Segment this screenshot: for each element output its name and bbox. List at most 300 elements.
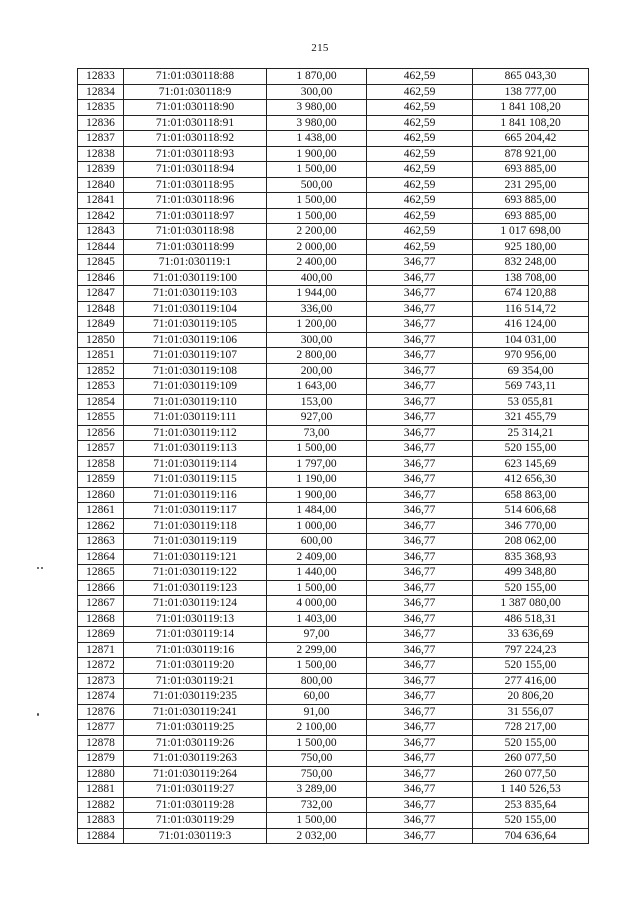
specific-value-cell: 462,59 [367,208,473,224]
table-row [78,456,589,472]
cadastral-value-cell: 25 314,21 [473,425,589,441]
row-number-cell: 12840 [78,177,124,193]
specific-value-cell: 346,77 [367,735,473,751]
area-cell: 500,00 [267,177,367,193]
cadastral-value-cell: 623 145,69 [473,456,589,472]
cadastral-number-cell: 71:01:030119:112 [124,425,267,441]
cadastral-number-cell: 71:01:030119:25 [124,720,267,736]
area-cell: 927,00 [267,410,367,426]
area-cell: 400,00 [267,270,367,286]
table-row [78,301,589,317]
row-number-cell: 12869 [78,627,124,643]
table-row [78,332,589,348]
row-number-cell: 12857 [78,441,124,457]
specific-value-cell: 346,77 [367,782,473,798]
specific-value-cell: 462,59 [367,69,473,85]
cadastral-number-cell: 71:01:030118:96 [124,193,267,209]
row-number-cell: 12871 [78,642,124,658]
area-cell: 1 500,00 [267,162,367,178]
cadastral-number-cell: 71:01:030119:119 [124,534,267,550]
cadastral-value-cell: 208 062,00 [473,534,589,550]
table-row [78,782,589,798]
specific-value-cell: 346,77 [367,611,473,627]
cadastral-value-cell: 1 140 526,53 [473,782,589,798]
cadastral-number-cell: 71:01:030119:28 [124,797,267,813]
area-cell: 1 500,00 [267,658,367,674]
row-number-cell: 12860 [78,487,124,503]
cadastral-value-table [77,68,589,844]
cadastral-number-cell: 71:01:030119:106 [124,332,267,348]
table-row [78,193,589,209]
table-row [78,394,589,410]
row-number-cell: 12858 [78,456,124,472]
row-number-cell: 12844 [78,239,124,255]
specific-value-cell: 346,77 [367,549,473,565]
area-cell: 1 900,00 [267,146,367,162]
cadastral-number-cell: 71:01:030119:13 [124,611,267,627]
specific-value-cell: 462,59 [367,146,473,162]
specific-value-cell: 346,77 [367,766,473,782]
row-number-cell: 12880 [78,766,124,782]
specific-value-cell: 346,77 [367,751,473,767]
cadastral-value-cell: 520 155,00 [473,441,589,457]
cadastral-value-cell: 412 656,30 [473,472,589,488]
row-number-cell: 12852 [78,363,124,379]
cadastral-number-cell: 71:01:030118:92 [124,131,267,147]
cadastral-value-cell: 520 155,00 [473,580,589,596]
table-row [78,627,589,643]
area-cell: 1 190,00 [267,472,367,488]
row-number-cell: 12874 [78,689,124,705]
cadastral-value-cell: 797 224,23 [473,642,589,658]
cadastral-number-cell: 71:01:030119:118 [124,518,267,534]
table-row [78,208,589,224]
row-number-cell: 12835 [78,100,124,116]
cadastral-number-cell: 71:01:030119:113 [124,441,267,457]
cadastral-number-cell: 71:01:030119:241 [124,704,267,720]
specific-value-cell: 346,77 [367,472,473,488]
cadastral-number-cell: 71:01:030118:9 [124,84,267,100]
cadastral-value-cell: 416 124,00 [473,317,589,333]
row-number-cell: 12865 [78,565,124,581]
cadastral-value-cell: 231 295,00 [473,177,589,193]
specific-value-cell: 346,77 [367,658,473,674]
area-cell: 750,00 [267,766,367,782]
cadastral-value-cell: 514 606,68 [473,503,589,519]
area-cell: 153,00 [267,394,367,410]
table-row [78,270,589,286]
row-number-cell: 12864 [78,549,124,565]
cadastral-value-cell: 704 636,64 [473,828,589,844]
specific-value-cell: 346,77 [367,534,473,550]
scan-speck [37,567,39,569]
cadastral-number-cell: 71:01:030118:94 [124,162,267,178]
cadastral-value-cell: 104 031,00 [473,332,589,348]
row-number-cell: 12842 [78,208,124,224]
specific-value-cell: 346,77 [367,379,473,395]
table-row [78,642,589,658]
row-number-cell: 12879 [78,751,124,767]
cadastral-number-cell: 71:01:030118:99 [124,239,267,255]
cadastral-value-cell: 346 770,00 [473,518,589,534]
specific-value-cell: 346,77 [367,704,473,720]
cadastral-value-cell: 520 155,00 [473,735,589,751]
row-number-cell: 12867 [78,596,124,612]
cadastral-number-cell: 71:01:030119:124 [124,596,267,612]
specific-value-cell: 346,77 [367,425,473,441]
table-row [78,255,589,271]
area-cell: 97,00 [267,627,367,643]
specific-value-cell: 346,77 [367,487,473,503]
cadastral-value-cell: 674 120,88 [473,286,589,302]
cadastral-number-cell: 71:01:030119:29 [124,813,267,829]
cadastral-number-cell: 71:01:030119:26 [124,735,267,751]
cadastral-number-cell: 71:01:030119:116 [124,487,267,503]
row-number-cell: 12851 [78,348,124,364]
table-row [78,549,589,565]
area-cell: 2 800,00 [267,348,367,364]
area-cell: 2 200,00 [267,224,367,240]
row-number-cell: 12855 [78,410,124,426]
table-row [78,84,589,100]
cadastral-number-cell: 71:01:030119:264 [124,766,267,782]
row-number-cell: 12848 [78,301,124,317]
cadastral-number-cell: 71:01:030119:16 [124,642,267,658]
cadastral-value-cell: 569 743,11 [473,379,589,395]
area-cell: 600,00 [267,534,367,550]
row-number-cell: 12883 [78,813,124,829]
cadastral-value-cell: 728 217,00 [473,720,589,736]
table-row [78,410,589,426]
row-number-cell: 12868 [78,611,124,627]
table-row [78,611,589,627]
cadastral-number-cell: 71:01:030119:123 [124,580,267,596]
cadastral-number-cell: 71:01:030118:97 [124,208,267,224]
cadastral-number-cell: 71:01:030119:107 [124,348,267,364]
cadastral-value-cell: 925 180,00 [473,239,589,255]
cadastral-value-cell: 138 777,00 [473,84,589,100]
area-cell: 3 980,00 [267,100,367,116]
row-number-cell: 12861 [78,503,124,519]
table-row [78,348,589,364]
cadastral-number-cell: 71:01:030119:104 [124,301,267,317]
table-row [78,720,589,736]
cadastral-number-cell: 71:01:030119:27 [124,782,267,798]
area-cell: 1 500,00 [267,735,367,751]
area-cell: 2 400,00 [267,255,367,271]
table-row [78,317,589,333]
cadastral-value-cell: 260 077,50 [473,751,589,767]
cadastral-number-cell: 71:01:030119:100 [124,270,267,286]
table-row [78,797,589,813]
specific-value-cell: 346,77 [367,565,473,581]
cadastral-number-cell: 71:01:030119:114 [124,456,267,472]
specific-value-cell: 346,77 [367,286,473,302]
cadastral-value-cell: 53 055,81 [473,394,589,410]
area-cell: 91,00 [267,704,367,720]
area-cell: 1 900,00 [267,487,367,503]
specific-value-cell: 462,59 [367,193,473,209]
row-number-cell: 12845 [78,255,124,271]
row-number-cell: 12843 [78,224,124,240]
area-cell: 800,00 [267,673,367,689]
table-row [78,596,589,612]
table-row [78,239,589,255]
row-number-cell: 12878 [78,735,124,751]
cadastral-number-cell: 71:01:030119:122 [124,565,267,581]
table-row [78,177,589,193]
cadastral-number-cell: 71:01:030119:115 [124,472,267,488]
cadastral-number-cell: 71:01:030119:3 [124,828,267,844]
specific-value-cell: 346,77 [367,828,473,844]
table-row [78,69,589,85]
scan-speck [41,567,43,569]
specific-value-cell: 346,77 [367,255,473,271]
row-number-cell: 12850 [78,332,124,348]
row-number-cell: 12836 [78,115,124,131]
specific-value-cell: 346,77 [367,456,473,472]
table-row [78,518,589,534]
page-number: 215 [311,42,329,54]
specific-value-cell: 462,59 [367,224,473,240]
row-number-cell: 12866 [78,580,124,596]
cadastral-number-cell: 71:01:030119:20 [124,658,267,674]
specific-value-cell: 462,59 [367,162,473,178]
scan-speck [37,713,39,716]
area-cell: 200,00 [267,363,367,379]
row-number-cell: 12873 [78,673,124,689]
area-cell: 1 500,00 [267,813,367,829]
row-number-cell: 12837 [78,131,124,147]
row-number-cell: 12834 [78,84,124,100]
specific-value-cell: 346,77 [367,301,473,317]
table-row [78,534,589,550]
row-number-cell: 12877 [78,720,124,736]
cadastral-value-cell: 835 368,93 [473,549,589,565]
specific-value-cell: 346,77 [367,441,473,457]
cadastral-value-cell: 116 514,72 [473,301,589,317]
row-number-cell: 12876 [78,704,124,720]
table-row [78,425,589,441]
cadastral-number-cell: 71:01:030118:88 [124,69,267,85]
cadastral-value-cell: 321 455,79 [473,410,589,426]
cadastral-number-cell: 71:01:030119:111 [124,410,267,426]
row-number-cell: 12859 [78,472,124,488]
row-number-cell: 12853 [78,379,124,395]
area-cell: 1 797,00 [267,456,367,472]
specific-value-cell: 346,77 [367,673,473,689]
area-cell: 2 100,00 [267,720,367,736]
area-cell: 1 200,00 [267,317,367,333]
area-cell: 3 980,00 [267,115,367,131]
cadastral-number-cell: 71:01:030119:1 [124,255,267,271]
area-cell: 2 409,00 [267,549,367,565]
cadastral-number-cell: 71:01:030119:103 [124,286,267,302]
area-cell: 1 643,00 [267,379,367,395]
cadastral-value-cell: 658 863,00 [473,487,589,503]
row-number-cell: 12838 [78,146,124,162]
cadastral-value-cell: 20 806,20 [473,689,589,705]
cadastral-number-cell: 71:01:030119:21 [124,673,267,689]
table-row [78,673,589,689]
area-cell: 732,00 [267,797,367,813]
scan-speck [333,578,335,580]
area-cell: 2 299,00 [267,642,367,658]
cadastral-value-cell: 693 885,00 [473,208,589,224]
table-row [78,115,589,131]
cadastral-value-cell: 1 387 080,00 [473,596,589,612]
specific-value-cell: 346,77 [367,317,473,333]
cadastral-value-cell: 260 077,50 [473,766,589,782]
specific-value-cell: 346,77 [367,348,473,364]
row-number-cell: 12833 [78,69,124,85]
cadastral-value-cell: 693 885,00 [473,162,589,178]
row-number-cell: 12882 [78,797,124,813]
cadastral-value-cell: 693 885,00 [473,193,589,209]
area-cell: 1 500,00 [267,208,367,224]
table-row [78,828,589,844]
table-row [78,162,589,178]
area-cell: 336,00 [267,301,367,317]
area-cell: 1 500,00 [267,580,367,596]
specific-value-cell: 346,77 [367,642,473,658]
specific-value-cell: 346,77 [367,410,473,426]
row-number-cell: 12847 [78,286,124,302]
table-row [78,224,589,240]
row-number-cell: 12872 [78,658,124,674]
specific-value-cell: 462,59 [367,100,473,116]
specific-value-cell: 462,59 [367,239,473,255]
area-cell: 2 032,00 [267,828,367,844]
specific-value-cell: 346,77 [367,270,473,286]
row-number-cell: 12841 [78,193,124,209]
table-row [78,146,589,162]
row-number-cell: 12839 [78,162,124,178]
table-body [78,69,589,844]
cadastral-value-cell: 832 248,00 [473,255,589,271]
cadastral-number-cell: 71:01:030119:117 [124,503,267,519]
specific-value-cell: 346,77 [367,627,473,643]
cadastral-value-cell: 69 354,00 [473,363,589,379]
cadastral-value-cell: 138 708,00 [473,270,589,286]
table-row [78,580,589,596]
specific-value-cell: 346,77 [367,797,473,813]
table-row [78,751,589,767]
cadastral-number-cell: 71:01:030119:235 [124,689,267,705]
table-row [78,487,589,503]
specific-value-cell: 346,77 [367,332,473,348]
area-cell: 1 500,00 [267,193,367,209]
area-cell: 1 500,00 [267,441,367,457]
cadastral-number-cell: 71:01:030118:90 [124,100,267,116]
row-number-cell: 12862 [78,518,124,534]
row-number-cell: 12849 [78,317,124,333]
cadastral-number-cell: 71:01:030118:95 [124,177,267,193]
cadastral-number-cell: 71:01:030119:109 [124,379,267,395]
table-row [78,379,589,395]
area-cell: 2 000,00 [267,239,367,255]
area-cell: 60,00 [267,689,367,705]
cadastral-number-cell: 71:01:030119:263 [124,751,267,767]
cadastral-value-cell: 499 348,80 [473,565,589,581]
specific-value-cell: 346,77 [367,363,473,379]
specific-value-cell: 462,59 [367,115,473,131]
row-number-cell: 12846 [78,270,124,286]
cadastral-number-cell: 71:01:030118:91 [124,115,267,131]
cadastral-value-cell: 1 017 698,00 [473,224,589,240]
cadastral-number-cell: 71:01:030119:108 [124,363,267,379]
row-number-cell: 12884 [78,828,124,844]
table-row [78,658,589,674]
specific-value-cell: 346,77 [367,813,473,829]
cadastral-number-cell: 71:01:030118:93 [124,146,267,162]
cadastral-number-cell: 71:01:030119:105 [124,317,267,333]
cadastral-value-cell: 1 841 108,20 [473,115,589,131]
cadastral-number-cell: 71:01:030118:98 [124,224,267,240]
row-number-cell: 12863 [78,534,124,550]
table-row [78,441,589,457]
cadastral-value-cell: 1 841 108,20 [473,100,589,116]
cadastral-value-cell: 520 155,00 [473,813,589,829]
cadastral-number-cell: 71:01:030119:121 [124,549,267,565]
cadastral-value-cell: 33 636,69 [473,627,589,643]
cadastral-value-cell: 277 416,00 [473,673,589,689]
table-row [78,735,589,751]
specific-value-cell: 462,59 [367,131,473,147]
row-number-cell: 12854 [78,394,124,410]
specific-value-cell: 346,77 [367,518,473,534]
table-row [78,766,589,782]
table-row [78,286,589,302]
specific-value-cell: 346,77 [367,580,473,596]
cadastral-value-cell: 520 155,00 [473,658,589,674]
specific-value-cell: 346,77 [367,720,473,736]
table-row [78,131,589,147]
table-row [78,813,589,829]
table-row [78,363,589,379]
area-cell: 300,00 [267,332,367,348]
area-cell: 1 000,00 [267,518,367,534]
cadastral-value-cell: 665 204,42 [473,131,589,147]
cadastral-number-cell: 71:01:030119:14 [124,627,267,643]
cadastral-value-cell: 865 043,30 [473,69,589,85]
area-cell: 1 870,00 [267,69,367,85]
area-cell: 1 484,00 [267,503,367,519]
specific-value-cell: 462,59 [367,177,473,193]
area-cell: 3 289,00 [267,782,367,798]
area-cell: 4 000,00 [267,596,367,612]
table-row [78,704,589,720]
row-number-cell: 12856 [78,425,124,441]
area-cell: 750,00 [267,751,367,767]
table-row [78,472,589,488]
specific-value-cell: 462,59 [367,84,473,100]
table-row [78,100,589,116]
area-cell: 1 440,00 [267,565,367,581]
row-number-cell: 12881 [78,782,124,798]
area-cell: 300,00 [267,84,367,100]
cadastral-value-cell: 878 921,00 [473,146,589,162]
cadastral-value-cell: 486 518,31 [473,611,589,627]
specific-value-cell: 346,77 [367,596,473,612]
area-cell: 73,00 [267,425,367,441]
specific-value-cell: 346,77 [367,689,473,705]
table-row [78,503,589,519]
cadastral-number-cell: 71:01:030119:110 [124,394,267,410]
area-cell: 1 944,00 [267,286,367,302]
specific-value-cell: 346,77 [367,503,473,519]
table-row [78,689,589,705]
